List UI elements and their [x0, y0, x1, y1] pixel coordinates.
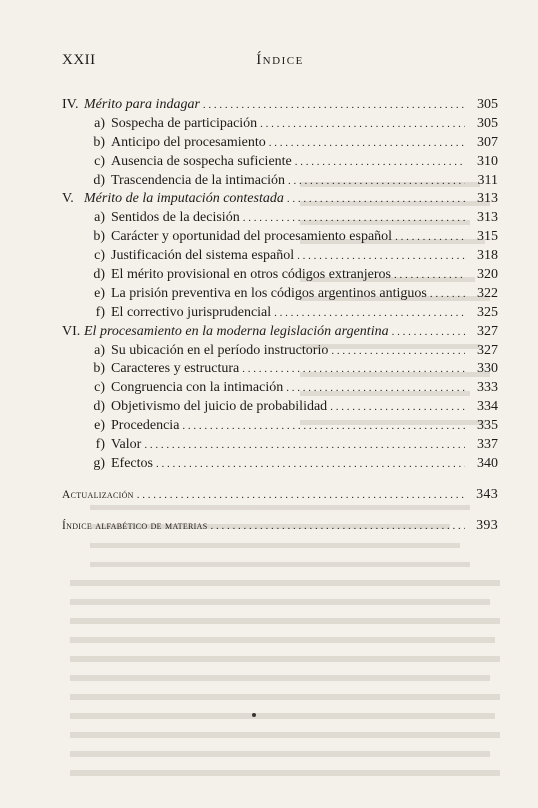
item-text: Congruencia con la intimación — [111, 380, 284, 396]
dot-leader — [243, 209, 465, 228]
item-text: Efectos — [111, 455, 153, 471]
item-letter: a) — [94, 210, 105, 226]
item-page: 310 — [477, 153, 498, 169]
section-page: 305 — [477, 97, 498, 112]
dot-leader — [394, 266, 465, 285]
item-letter: b) — [93, 134, 105, 150]
item-letter: f) — [95, 437, 105, 453]
item-text: El mérito provisional en otros códigos extranjeros — [111, 267, 391, 283]
item-page: 315 — [477, 229, 498, 245]
back-matter-page: 393 — [476, 517, 498, 533]
table-of-contents — [62, 96, 498, 536]
spacer — [62, 474, 498, 486]
item-page: 340 — [477, 455, 498, 471]
item-page: 333 — [477, 380, 498, 396]
page-number: XXII — [62, 52, 96, 68]
dot-leader — [137, 486, 465, 505]
item-text: El correctivo jurisprudencial — [111, 304, 272, 320]
spacer — [62, 505, 498, 517]
section-number: V. — [62, 191, 74, 207]
toc-item — [62, 285, 498, 304]
item-page: 318 — [477, 248, 498, 264]
running-head — [62, 52, 498, 72]
toc-item — [62, 360, 498, 379]
item-text: Sentidos de la decisión — [111, 210, 240, 226]
dot-leader — [297, 247, 465, 266]
back-matter-title: Índice alfabético de materias — [62, 519, 208, 532]
item-letter: c) — [94, 153, 105, 169]
item-letter: b) — [93, 229, 105, 245]
toc-item — [62, 209, 498, 228]
dot-leader — [331, 342, 465, 361]
toc-item — [62, 172, 498, 191]
item-page: 320 — [477, 267, 498, 283]
toc-item — [62, 379, 498, 398]
section-number: IV. — [62, 97, 79, 112]
section-page: 313 — [477, 191, 498, 207]
section-title: El procesamiento en la moderna legislación argentina — [84, 323, 389, 339]
item-page: 330 — [477, 361, 498, 377]
dot-leader — [274, 304, 465, 323]
item-letter: e) — [94, 418, 105, 434]
toc-item — [62, 115, 498, 134]
section-number: VI. — [62, 323, 81, 339]
toc-section — [62, 190, 498, 209]
item-letter: g) — [93, 455, 105, 471]
running-title: Índice — [256, 52, 304, 68]
dot-leader — [156, 455, 465, 474]
item-page: 311 — [477, 172, 498, 188]
item-page: 337 — [477, 437, 498, 453]
toc-item — [62, 342, 498, 361]
item-page: 327 — [477, 342, 498, 358]
item-text: Sospecha de participación — [111, 115, 258, 131]
toc-section — [62, 323, 498, 342]
toc-item — [62, 455, 498, 474]
item-letter: a) — [94, 342, 105, 358]
item-letter: d) — [93, 267, 105, 283]
dot-leader — [430, 285, 465, 304]
dot-leader — [287, 190, 465, 209]
dot-leader — [288, 172, 465, 191]
item-text: Carácter y oportunidad del procesamiento español — [111, 229, 393, 245]
item-page: 313 — [477, 210, 498, 226]
item-letter: b) — [93, 361, 105, 377]
item-text: La prisión preventiva en los códigos argentinos antiguos — [111, 285, 427, 301]
toc-item — [62, 247, 498, 266]
item-page: 325 — [477, 304, 498, 320]
item-text: Valor — [111, 437, 142, 453]
section-title: Mérito de la imputación contestada — [84, 191, 284, 207]
item-letter: e) — [94, 285, 105, 301]
item-page: 307 — [477, 134, 498, 150]
toc-item — [62, 436, 498, 455]
dot-leader — [260, 115, 465, 134]
dot-leader — [144, 436, 465, 455]
item-page: 322 — [477, 285, 498, 301]
item-text: Su ubicación en el período instructorio — [111, 342, 329, 358]
item-page: 305 — [477, 115, 498, 131]
ink-speck — [252, 713, 256, 717]
toc-item — [62, 304, 498, 323]
dot-leader — [269, 134, 465, 153]
dot-leader — [286, 379, 465, 398]
toc-back-matter — [62, 517, 498, 536]
item-text: Justificación del sistema español — [111, 248, 295, 264]
item-letter: d) — [93, 172, 105, 188]
toc-item — [62, 134, 498, 153]
dot-leader — [392, 323, 465, 342]
toc-item — [62, 228, 498, 247]
toc-item — [62, 417, 498, 436]
toc-item — [62, 153, 498, 172]
dot-leader — [210, 517, 465, 536]
item-letter: c) — [94, 380, 105, 396]
item-text: Anticipo del procesamiento — [111, 134, 266, 150]
item-page: 334 — [477, 399, 498, 415]
back-matter-title: Actualización — [62, 488, 134, 501]
section-page: 327 — [477, 323, 498, 339]
item-text: Caracteres y estructura — [111, 361, 240, 377]
item-letter: f) — [95, 304, 105, 320]
item-text: Objetivismo del juicio de probabilidad — [111, 399, 328, 415]
dot-leader — [295, 153, 465, 172]
item-letter: a) — [94, 115, 105, 131]
toc-back-matter — [62, 486, 498, 505]
dot-leader — [395, 228, 465, 247]
item-letter: c) — [94, 248, 105, 264]
back-matter-page: 343 — [476, 486, 498, 502]
toc-section — [62, 96, 498, 115]
item-letter: d) — [93, 399, 105, 415]
toc-item — [62, 398, 498, 417]
item-page: 335 — [477, 418, 498, 434]
item-text: Trascendencia de la intimación — [111, 172, 286, 188]
dot-leader — [330, 398, 465, 417]
dot-leader — [242, 360, 465, 379]
dot-leader — [182, 417, 465, 436]
toc-item — [62, 266, 498, 285]
section-title: Mérito para indagar — [84, 97, 200, 112]
item-text: Procedencia — [111, 418, 180, 434]
item-text: Ausencia de sospecha suficiente — [111, 153, 292, 169]
dot-leader — [203, 96, 465, 115]
